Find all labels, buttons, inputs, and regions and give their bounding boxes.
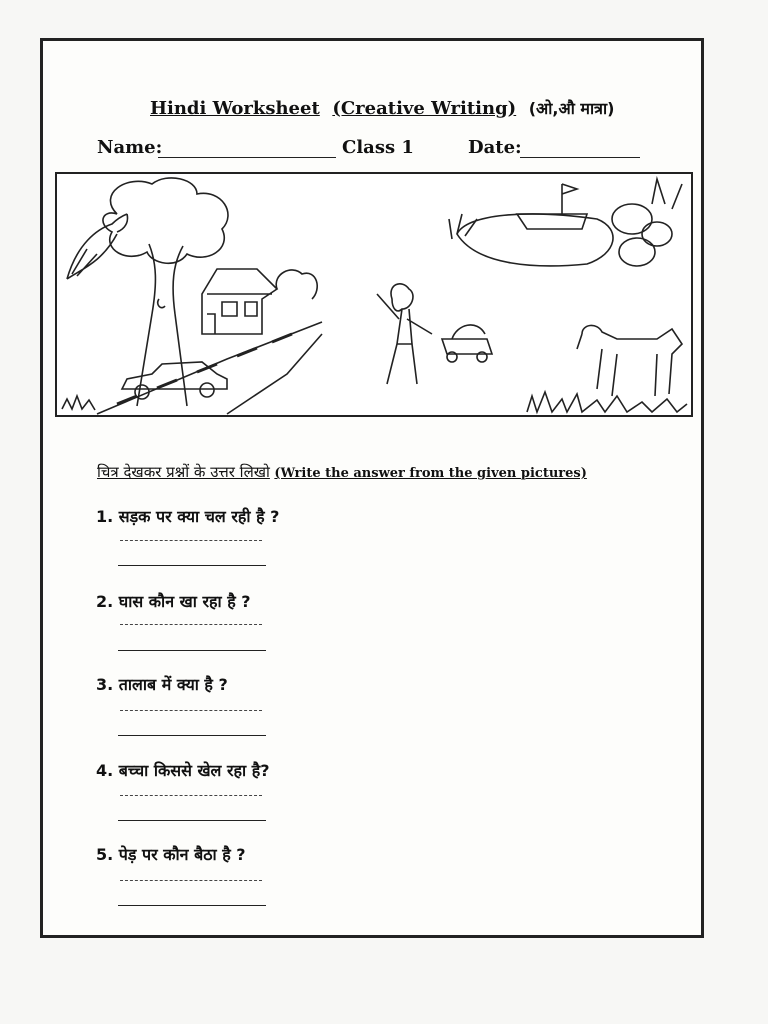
boat-icon — [517, 184, 587, 229]
answer-5-guide — [120, 880, 262, 881]
answer-1-guide — [120, 540, 262, 541]
question-2: 2. घास कौन खा रहा है ? — [96, 592, 251, 611]
date-field-line[interactable] — [520, 157, 640, 158]
instruction-hindi: चित्र देखकर प्रश्नों के उत्तर लिखो — [97, 463, 270, 481]
toy-cart-icon — [442, 339, 492, 354]
title-main: Hindi Worksheet — [150, 98, 320, 119]
title-subtitle: (Creative Writing) — [332, 98, 517, 119]
instruction-english: (Write the answer from the given pictures) — [274, 466, 587, 481]
title-suffix: (ओ,औ मात्रा) — [528, 99, 615, 118]
date-label: Date: — [468, 137, 522, 158]
answer-2-line[interactable] — [118, 650, 266, 651]
house-icon — [202, 269, 277, 334]
answer-1-line[interactable] — [118, 565, 266, 566]
answer-3-guide — [120, 710, 262, 711]
peacock-icon — [67, 214, 128, 279]
question-1: 1. सड़क पर क्या चल रही है ? — [96, 507, 280, 526]
class-label: Class 1 — [342, 137, 414, 158]
question-5: 5. पेड़ पर कौन बैठा है ? — [96, 845, 246, 864]
answer-3-line[interactable] — [118, 735, 266, 736]
question-3: 3. तालाब में क्या है ? — [96, 675, 228, 694]
scene-illustration — [57, 174, 691, 415]
answer-4-guide — [120, 795, 262, 796]
worksheet-title — [150, 97, 630, 119]
boy-icon — [377, 284, 432, 384]
horse-icon — [577, 325, 682, 396]
name-field-line[interactable] — [158, 157, 336, 158]
picture-panel — [55, 172, 693, 417]
question-4: 4. बच्चा किससे खेल रहा है? — [96, 761, 270, 780]
instruction-text — [97, 462, 657, 482]
pond-icon — [457, 214, 613, 266]
answer-5-line[interactable] — [118, 905, 266, 906]
answer-4-line[interactable] — [118, 820, 266, 821]
name-label: Name: — [97, 137, 163, 158]
answer-2-guide — [120, 624, 262, 625]
